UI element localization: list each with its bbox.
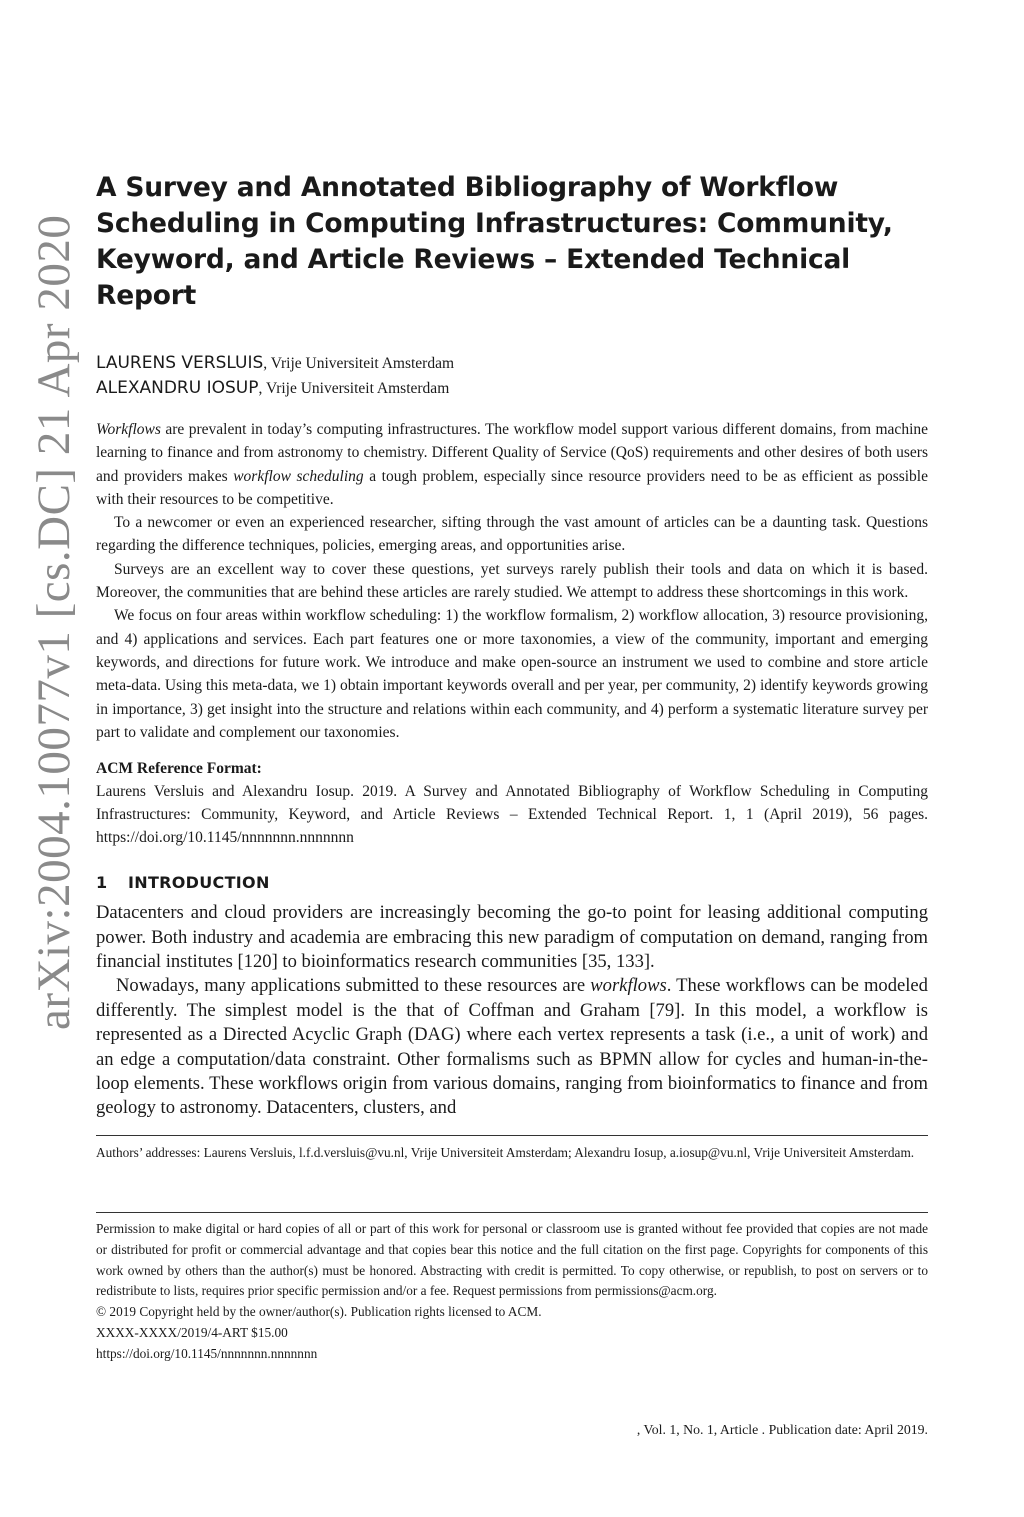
- acm-reference-text: Laurens Versluis and Alexandru Iosup. 2019. A Survey and Annotated Bibliography of Workflow Scheduling in Computing Infrastructures: Community, Keyword, and Article Reviews – Extended Technical Report. 1, 1 (April 2019), 56 pages. https://doi.org/10.1145/nnnnnnn.nnnnnnn: [96, 783, 928, 847]
- intro-emphasis-workflows: workflows: [590, 975, 667, 997]
- paper-title: [96, 170, 928, 314]
- acm-reference-format: [96, 757, 928, 849]
- title-line-1: A Survey and Annotated Bibliography of Workflow: [96, 172, 839, 203]
- acm-reference-heading: ACM Reference Format:: [96, 760, 262, 778]
- section-title: INTRODUCTION: [128, 873, 270, 893]
- abstract-paragraph-4: We focus on four areas within workflow scheduling: 1) the workflow formalism, 2) workflow allocation, 3) resource provisioning, and 4) applications and services. Each part features one or more taxonomies, a view of the community, important and emerging keywords, and directions for future work. We introduce and make open-source an instrument we used to combine and store article meta-data. Using this meta-data, we 1) obtain important keywords overall and per year, per community, 2) identify keywords growing in importance, 3) get insight into the structure and relations within each community, and 4) perform a systematic literature survey per part to validate and complement our taxonomies.: [96, 607, 928, 741]
- intro-paragraph-2: [96, 974, 928, 1120]
- abstract-p1-text-b: a tough problem, especially since resource providers need to be as efficient as possible with their resources to be competitive.: [96, 467, 928, 508]
- doi-link[interactable]: https://doi.org/10.1145/nnnnnnn.nnnnnnn: [96, 1345, 318, 1361]
- author-list: [96, 351, 928, 401]
- author-2: [96, 376, 928, 401]
- title-line-2: Scheduling in Computing Infrastructures: Community,: [96, 208, 893, 239]
- abstract: [96, 418, 928, 744]
- abstract-emphasis-workflow-scheduling: workflow scheduling: [233, 467, 364, 485]
- author-2-name: ALEXANDRU IOSUP: [96, 378, 259, 398]
- introduction-body: [96, 901, 928, 1121]
- arxiv-identifier-stamp: arXiv:2004.10077v1 [cs.DC] 21 Apr 2020: [28, 214, 80, 1030]
- author-1: [96, 351, 928, 376]
- author-2-affiliation: , Vrije Universiteit Amsterdam: [258, 380, 450, 397]
- abstract-paragraph-1: [96, 418, 928, 511]
- paper-content: [96, 170, 928, 1163]
- title-line-3: Keyword, and Article Reviews – Extended Technical Report: [96, 244, 851, 311]
- copyright-line: © 2019 Copyright held by the owner/author(s). Publication rights licensed to ACM.: [96, 1304, 542, 1320]
- abstract-p1-text-a: are prevalent in today’s computing infrastructures. The workflow model support various different domains, from machine learning to finance and from astronomy to chemistry. Different Quality of Service (QoS) requirements and other desires of both users and providers makes: [96, 421, 928, 485]
- author-1-name: LAURENS VERSLUIS: [96, 353, 264, 373]
- page-footer: , Vol. 1, No. 1, Article . Publication date: April 2019.: [636, 1422, 928, 1437]
- intro-p2-text-b: . These workflows can be modeled differently. The simplest model is the that of Coffman and Graham [79]. In this model, a workflow is represented as a Directed Acyclic Graph (DAG) where each vertex represents a task (i.e., a unit of work) and an edge a computation/data constraint. Other formalisms such as BPMN allow for cycles and human-in-the-loop elements. These workflows origin from various domains, ranging from bioinformatics to finance and from geology to astronomy. Datacenters, clusters, and: [96, 975, 928, 1119]
- abstract-emphasis-workflows: Workflows: [96, 421, 161, 438]
- section-number: 1: [96, 873, 108, 893]
- permission-notice: [96, 1212, 928, 1365]
- intro-p2-text-a: Nowadays, many applications submitted to these resources are: [116, 975, 591, 997]
- permission-text: Permission to make digital or hard copies of all or part of this work for personal or classroom use is granted without fee provided that copies are not made or distributed for profit or commercial advantage and that copies bear this notice and the full citation on the first page. Copyrights for components of this work owned by others than the author(s) must be honored. Abstracting with credit is permitted. To copy otherwise, or republish, to post on servers or to redistribute to lists, requires prior specific permission and/or a fee. Request permissions from permissions@acm.org.: [96, 1221, 928, 1299]
- section-heading-introduction: [96, 871, 928, 895]
- abstract-paragraph-2: To a newcomer or even an experienced researcher, sifting through the vast amount of articles can be a daunting task. Questions regarding the difference techniques, policies, emerging areas, and opportunities arise.: [96, 514, 928, 555]
- author-1-affiliation: , Vrije Universiteit Amsterdam: [263, 355, 455, 372]
- intro-paragraph-1: Datacenters and cloud providers are increasingly becoming the go-to point for leasing additional computing power. Both industry and academia are embracing this new paradigm of computation on demand, ranging from financial institutes [120] to bioinformatics research communities [35, 133].: [96, 902, 928, 972]
- issn-line: XXXX-XXXX/2019/4-ART $15.00: [96, 1324, 288, 1340]
- footnote-divider: [96, 1135, 928, 1136]
- abstract-paragraph-3: Surveys are an excellent way to cover these questions, yet surveys rarely publish their tools and data on which it is based. Moreover, the communities that are behind these articles are rarely studied. We attempt to address these shortcomings in this work.: [96, 560, 928, 602]
- authors-addresses-footnote: Authors’ addresses: Laurens Versluis, l.f.d.versluis@vu.nl, Vrije Universiteit Amsterdam; Alexandru Iosup, a.iosup@vu.nl, Vrije Universiteit Amsterdam.: [96, 1144, 915, 1160]
